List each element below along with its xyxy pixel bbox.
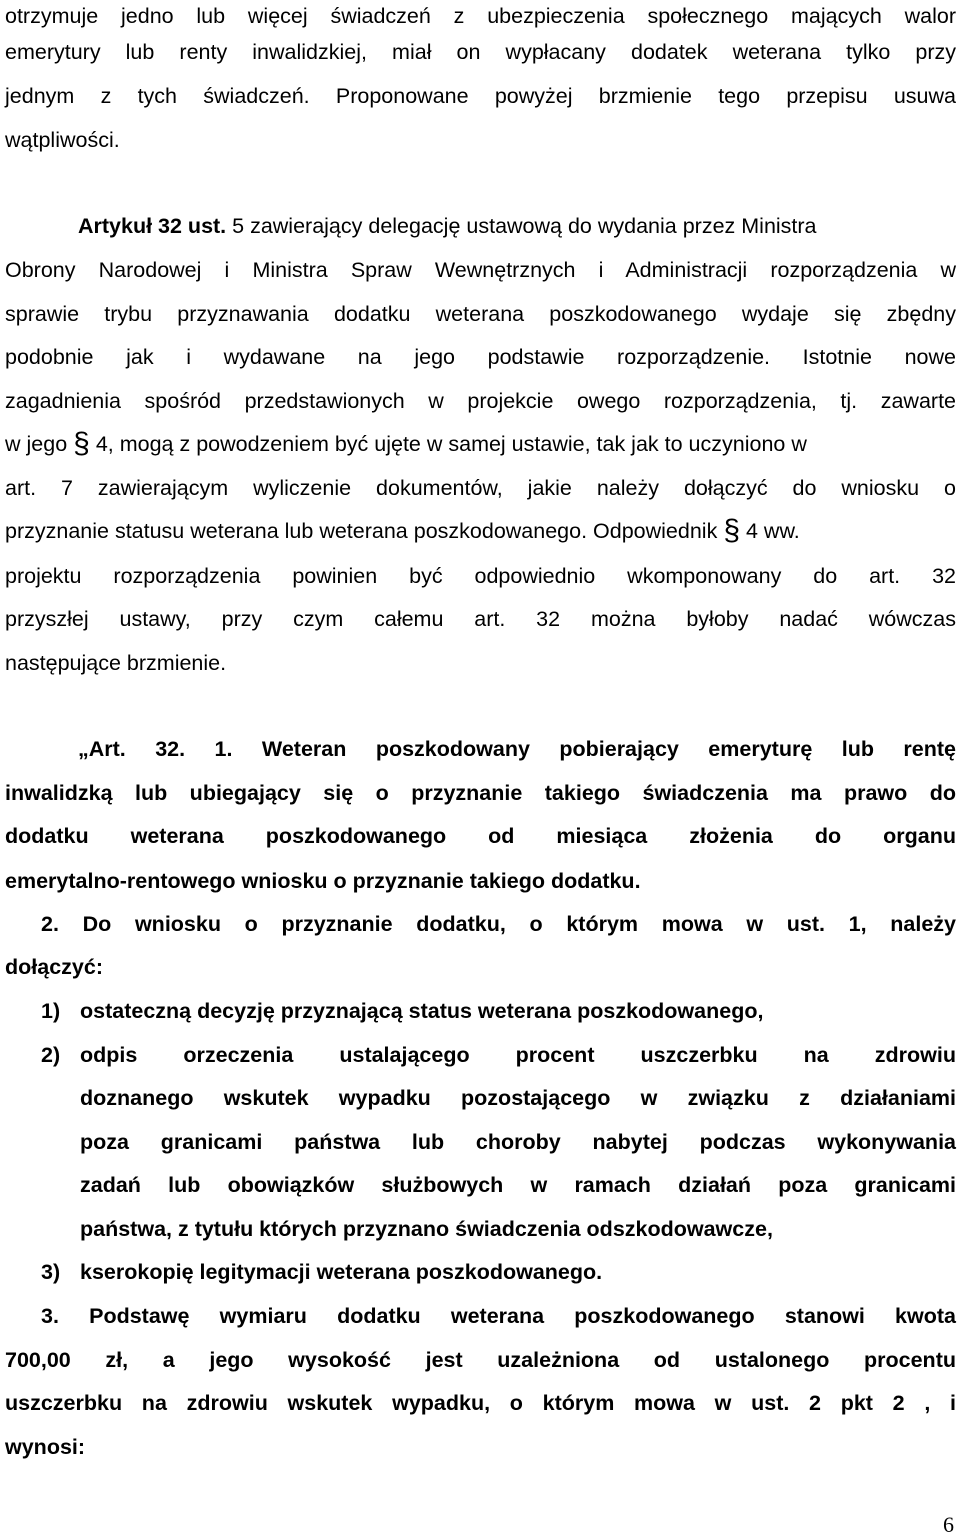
paragraph-line: zagadnienia spośród przedstawionych w projekcie owego rozporządzenia, tj. zawarte [5, 389, 956, 413]
paragraph-text: 5 zawierający delegację ustawową do wydania przez Ministra [226, 214, 817, 238]
article-reference: Artykuł 32 ust. [78, 214, 227, 238]
list-number: 1) [41, 999, 61, 1023]
paragraph-line: emerytury lub renty inwalidzkiej, miał on wypłacany dodatek weterana tylko przy [5, 40, 956, 64]
article-line: dołączyć: [5, 955, 103, 979]
article-line: wynosi: [5, 1435, 86, 1459]
paragraph-line: projektu rozporządzenia powinien być odpowiednio wkomponowany do art. 32 [5, 564, 956, 588]
list-item-continuation: poza granicami państwa lub choroby nabytej podczas wykonywania [80, 1130, 956, 1154]
paragraph-text: przyznanie statusu weterana lub weterana poszkodowanego. Odpowiednik [5, 519, 718, 543]
article-line: dodatku weterana poszkodowanego od miesiąca złożenia do organu [5, 824, 956, 848]
paragraph-line: sprawie trybu przyznawania dodatku weterana poszkodowanego wydaje się zbędny [5, 302, 956, 326]
paragraph-line: przyszłej ustawy, przy czym całemu art. 32 można byłoby nadać wówczas [5, 607, 956, 631]
article-line: 2. Do wniosku o przyznanie dodatku, o którym mowa w ust. 1, należy [41, 912, 956, 936]
paragraph-line: Obrony Narodowej i Ministra Spraw Wewnętrznych i Administracji rozporządzenia w [5, 258, 956, 282]
list-item-continuation: zadań lub obowiązków służbowych w ramach działań poza granicami [80, 1173, 956, 1197]
paragraph-line: otrzymuje jedno lub więcej świadczeń z ubezpieczenia społecznego mających walor [5, 4, 956, 28]
article-line: emerytalno-rentowego wniosku o przyznanie takiego dodatku. [5, 869, 641, 893]
list-item: kserokopię legitymacji weterana poszkodowanego. [80, 1260, 603, 1284]
article-line: inwalidzką lub ubiegający się o przyznanie takiego świadczenia ma prawo do [5, 781, 956, 805]
paragraph-text: w jego [5, 432, 68, 456]
paragraph-text: 4 ww. [746, 519, 800, 543]
paragraph-line [5, 516, 956, 546]
list-item-continuation: państwa, z tytułu których przyznano świadczenia odszkodowawcze, [80, 1217, 773, 1241]
list-item: ostateczną decyzję przyznającą status weterana poszkodowanego, [80, 999, 764, 1023]
paragraph-text: 4, mogą z powodzeniem być ujęte w samej ustawie, tak jak to uczyniono w [95, 432, 807, 456]
paragraph-line: następujące brzmienie. [5, 651, 227, 675]
list-item: odpis orzeczenia ustalającego procent uszczerbku na zdrowiu [80, 1043, 956, 1067]
list-number: 3) [41, 1260, 61, 1284]
list-number: 2) [41, 1043, 61, 1067]
section-symbol: § [723, 514, 741, 547]
page-number: 6 [943, 1512, 954, 1537]
article-line: 3. Podstawę wymiaru dodatku weterana poszkodowanego stanowi kwota [41, 1304, 956, 1328]
paragraph-line: wątpliwości. [5, 128, 120, 152]
section-symbol: § [73, 427, 90, 460]
article-line: „Art. 32. 1. Weteran poszkodowany pobierający emeryturę lub rentę [78, 737, 956, 761]
list-item-continuation: doznanego wskutek wypadku pozostającego w związku z działaniami [80, 1086, 956, 1110]
paragraph-line: jednym z tych świadczeń. Proponowane powyżej brzmienie tego przepisu usuwa [5, 84, 956, 108]
paragraph-line [78, 211, 956, 241]
article-line: uszczerbku na zdrowiu wskutek wypadku, o którym mowa w ust. 2 pkt 2 , i [5, 1391, 956, 1415]
paragraph-line [5, 429, 956, 459]
paragraph-line: podobnie jak i wydawane na jego podstawie rozporządzenie. Istotnie nowe [5, 345, 956, 369]
article-line: 700,00 zł, a jego wysokość jest uzależniona od ustalonego procentu [5, 1348, 956, 1372]
paragraph-line: art. 7 zawierającym wyliczenie dokumentów, jakie należy dołączyć do wniosku o [5, 476, 956, 500]
